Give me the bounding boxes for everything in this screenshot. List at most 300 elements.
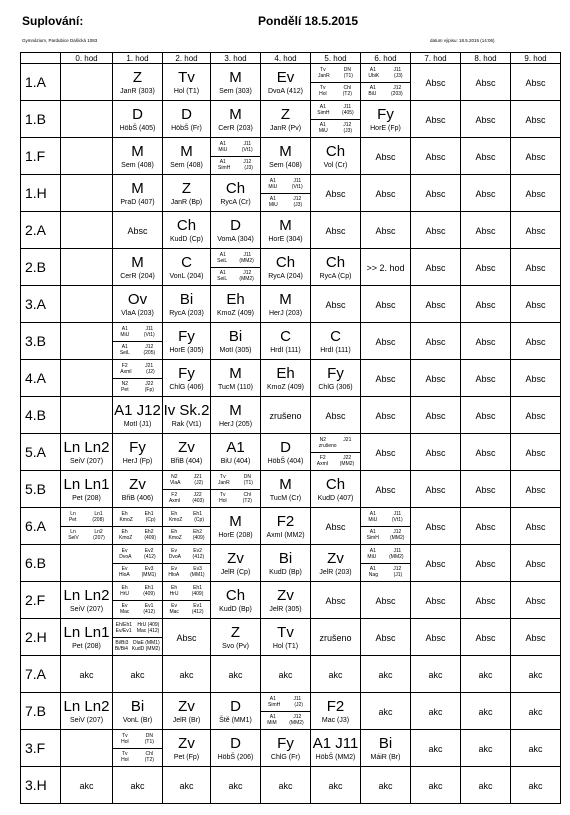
split-cell (311, 64, 360, 100)
sub-lesson-text: Eh2 (193, 529, 202, 536)
schedule-cell (211, 64, 261, 101)
sub-lesson-line (211, 147, 260, 153)
sub-lesson-text: A1 (269, 695, 276, 702)
sub-lesson-line (211, 498, 260, 504)
sub-lesson-text: SeiL (119, 350, 130, 357)
sub-lesson-line (311, 110, 360, 116)
table-row (21, 323, 561, 360)
schedule-cell (261, 508, 311, 545)
sub-lesson-text: A1 (121, 344, 128, 351)
schedule-cell (61, 619, 113, 656)
schedule-cell (411, 138, 461, 175)
class-label: 1.B (21, 101, 61, 138)
sub-lesson-text: Ev (121, 603, 128, 610)
sub-lesson (361, 545, 410, 564)
cell-status: akc (278, 781, 293, 791)
schedule-cell (461, 656, 511, 693)
schedule-cell (211, 471, 261, 508)
sub-lesson (113, 379, 162, 397)
sub-lesson-text: KmoZ (168, 516, 183, 523)
schedule-cell (211, 582, 261, 619)
sub-lesson-text: Tv (219, 492, 226, 499)
sub-lesson-text: Ev2 (193, 547, 202, 554)
sub-lesson (113, 342, 162, 360)
schedule-cell (411, 175, 461, 212)
sub-lesson-text: F2 (121, 362, 128, 369)
class-label: 2.F (21, 582, 61, 619)
schedule-cell (61, 545, 113, 582)
schedule-cell (113, 434, 163, 471)
schedule-cell (361, 138, 411, 175)
cell-status: Absc (425, 559, 446, 569)
schedule-cell (261, 64, 311, 101)
cell-status: Absc (525, 559, 546, 569)
sub-lesson-text: J12 (393, 85, 402, 92)
sub-lesson-text: J11 (243, 140, 252, 147)
cell-status: Absc (525, 411, 546, 421)
sub-lesson-text: Bi/Bi4 (114, 646, 128, 653)
schedule-cell (461, 471, 511, 508)
table-row (21, 730, 561, 767)
sub-lesson-text: Hol (121, 757, 129, 764)
split-cell (211, 249, 260, 285)
sub-lesson-text: KudD (MM2) (131, 646, 161, 653)
schedule-cell (211, 508, 261, 545)
cell-status: Absc (425, 522, 446, 532)
schedule-cell (113, 508, 163, 545)
schedule-cell (211, 286, 261, 323)
subject-code: Ch (325, 142, 346, 160)
sub-lesson-text: Eh (170, 529, 178, 536)
column-header: 5. hod (311, 53, 361, 64)
schedule-cell (61, 286, 113, 323)
teacher-room: KudD (Bp) (269, 568, 302, 576)
subject-code: M (279, 290, 292, 308)
sub-lesson (113, 323, 162, 342)
schedule-cell (113, 397, 163, 434)
cell-status: Absc (425, 633, 446, 643)
table-row (21, 101, 561, 138)
sub-lesson-text: J21 (343, 436, 352, 443)
schedule-cell (113, 175, 163, 212)
teacher-room: ChlG (306) (318, 383, 353, 391)
sub-lesson-text: DlaE (MM1) (133, 640, 160, 647)
sub-lesson-text: J12 (243, 270, 252, 277)
schedule-cell (211, 138, 261, 175)
subject-code: Iv Sk.2 (163, 401, 210, 419)
schedule-cell (261, 360, 311, 397)
sub-lesson-text: (405) (342, 109, 354, 116)
sub-lesson-text: N2 (319, 436, 327, 443)
class-label: 7.A (21, 656, 61, 693)
table-row (21, 434, 561, 471)
sub-lesson (211, 490, 260, 508)
schedule-cell (511, 249, 561, 286)
cell-status: akc (428, 707, 443, 717)
teacher-room: Pet (Fp) (173, 753, 200, 761)
sub-lesson-text: MiU (367, 553, 377, 560)
sub-lesson-text: Ev3 (144, 566, 154, 573)
sub-lesson-text: (203) (391, 91, 403, 98)
sub-lesson-text: (MM1) (141, 572, 157, 579)
sub-lesson-text: J11 (293, 177, 302, 184)
schedule-cell (113, 656, 163, 693)
sub-lesson-text: DN (243, 473, 251, 480)
subject-code: Ln Ln2 (63, 586, 110, 604)
subject-code: Fy (178, 327, 195, 345)
cell-status: Absc (525, 522, 546, 532)
sub-lesson (113, 545, 162, 564)
schedule-cell (461, 545, 511, 582)
sub-lesson-text: J11 (243, 251, 252, 258)
table-row (21, 138, 561, 175)
sub-lesson-text: (J1) (393, 572, 403, 579)
split-cell (261, 175, 310, 211)
teacher-room: TucM (Cr) (269, 494, 302, 502)
schedule-cell (511, 471, 561, 508)
sub-lesson-text: Ev (121, 547, 128, 554)
sub-lesson (163, 601, 210, 619)
schedule-cell (511, 101, 561, 138)
sub-lesson-text: (412) (143, 609, 156, 616)
cell-status: Absc (525, 300, 546, 310)
sub-lesson-text: Nag (368, 572, 378, 579)
schedule-cell (61, 397, 113, 434)
schedule-cell (511, 693, 561, 730)
split-cell (361, 545, 410, 581)
sub-lesson-text: Eh/Eh1 (115, 621, 133, 628)
cell-status: Absc (375, 226, 396, 236)
schedule-cell (461, 693, 511, 730)
subject-code: M (229, 512, 242, 530)
sub-lesson-line (211, 258, 260, 264)
schedule-cell (261, 397, 311, 434)
schedule-cell (211, 175, 261, 212)
sub-lesson-text: J21 (193, 473, 202, 480)
sub-lesson-line (311, 73, 360, 79)
sub-lesson-text: A1 (369, 85, 376, 92)
sub-lesson (311, 101, 360, 120)
sub-lesson-text: (409) (192, 535, 205, 542)
sub-lesson-text: Mac (169, 609, 179, 616)
sub-lesson-text: (Vt1) (241, 146, 253, 153)
sub-lesson-text: JanR (218, 479, 230, 486)
sub-lesson-text: A1 (369, 547, 376, 554)
sub-lesson-text: A1 (319, 103, 326, 110)
cell-status: Absc (525, 337, 546, 347)
sub-lesson-text: A1 (269, 196, 276, 203)
cell-status: Absc (325, 522, 346, 532)
subject-code: M (131, 179, 144, 197)
schedule-cell (461, 138, 511, 175)
schedule-cell (261, 619, 311, 656)
column-header: 2. hod (163, 53, 211, 64)
schedule-cell (411, 656, 461, 693)
subject-code: D (132, 105, 143, 123)
schedule-cell (163, 249, 211, 286)
sub-lesson-text: Ev (171, 603, 177, 610)
sub-lesson-text: Eh (170, 584, 178, 591)
schedule-cell (511, 212, 561, 249)
schedule-cell (461, 730, 511, 767)
schedule-cell (261, 323, 311, 360)
sub-lesson-text: HloA (118, 572, 130, 579)
split-cell (361, 508, 410, 544)
schedule-cell (461, 64, 511, 101)
sub-lesson-text: A1 (269, 177, 276, 184)
sub-lesson-text: Tv (122, 732, 128, 739)
schedule-cell (211, 212, 261, 249)
sub-lesson-line (211, 480, 260, 486)
schedule-cell (511, 286, 561, 323)
subject-code: C (181, 253, 192, 271)
sub-lesson-text: (J3) (293, 202, 303, 209)
teacher-room: JelR (305) (269, 605, 302, 613)
class-label: 1.A (21, 64, 61, 101)
sub-lesson (311, 83, 360, 101)
substitution-table (20, 52, 561, 804)
schedule-cell (113, 249, 163, 286)
sub-lesson-text: MiU (368, 516, 378, 523)
subject-code: Eh (276, 364, 295, 382)
sub-lesson-text: Bi/Bi3 (115, 640, 129, 647)
class-label: 3.B (21, 323, 61, 360)
teacher-room: VonL (Br) (122, 716, 153, 724)
sub-lesson-text: A1 (219, 251, 226, 258)
schedule-cell (211, 619, 261, 656)
subject-code: A1 J11 (312, 734, 359, 752)
cell-status: Absc (475, 226, 496, 236)
schedule-cell (113, 767, 163, 804)
teacher-room: HöbŠ (405) (119, 124, 156, 132)
schedule-cell (361, 656, 411, 693)
sub-lesson-line (113, 387, 162, 393)
class-label: 1.H (21, 175, 61, 212)
sub-lesson (113, 601, 162, 619)
teacher-room: HorE (305) (169, 346, 204, 354)
schedule-cell (361, 767, 411, 804)
sub-lesson-line (163, 591, 210, 597)
cell-status: akc (378, 781, 393, 791)
sub-lesson-text: N2 (171, 473, 178, 480)
table-row (21, 397, 561, 434)
sub-lesson-text: DN (343, 66, 351, 73)
sub-lesson (311, 434, 360, 453)
sub-lesson-text: (T2) (342, 91, 352, 98)
sub-lesson-text: Ev3 (193, 566, 202, 573)
teacher-room: DvoA (412) (267, 87, 304, 95)
schedule-cell (411, 619, 461, 656)
sub-lesson-line (61, 517, 112, 523)
cell-status: akc (130, 781, 145, 791)
schedule-cell (311, 138, 361, 175)
subject-code: Tv (277, 623, 294, 641)
cell-status: Absc (425, 374, 446, 384)
sub-lesson-text: (T1) (144, 738, 154, 745)
subject-code: Bi (179, 290, 194, 308)
cell-status: Absc (375, 596, 396, 606)
sub-lesson-line (361, 91, 410, 97)
schedule-cell (311, 249, 361, 286)
class-label: 2.A (21, 212, 61, 249)
schedule-cell (311, 212, 361, 249)
sub-lesson-line (163, 609, 210, 615)
sub-lesson-text: Ev (171, 547, 177, 554)
cell-status: Absc (475, 522, 496, 532)
schedule-cell (511, 619, 561, 656)
schedule-cell (511, 730, 561, 767)
schedule-cell (361, 508, 411, 545)
cell-status: Absc (425, 78, 446, 88)
cell-status: Absc (176, 633, 197, 643)
teacher-room: HöbŠ (206) (217, 753, 254, 761)
sub-lesson-text: SimH (218, 165, 231, 172)
schedule-cell (511, 434, 561, 471)
sub-lesson-text: (Vt1) (391, 516, 403, 523)
teacher-room: VonL (204) (169, 272, 204, 280)
schedule-cell (411, 101, 461, 138)
sub-lesson-line (261, 720, 310, 726)
subject-code: Ch (225, 179, 246, 197)
teacher-room: Sem (408) (269, 161, 302, 169)
schedule-cell (61, 730, 113, 767)
teacher-room: Sem (408) (121, 161, 154, 169)
sub-lesson (113, 564, 162, 582)
subject-code: Bi (278, 549, 293, 567)
cell-status: Absc (525, 226, 546, 236)
sub-lesson-line (163, 535, 210, 541)
sub-lesson-text: Eh1 (193, 584, 202, 591)
schedule-cell (361, 101, 411, 138)
schedule-cell (361, 212, 411, 249)
sub-lesson-text: SeiV (68, 535, 79, 542)
cell-status: Absc (325, 300, 346, 310)
sub-lesson (211, 249, 260, 268)
sub-lesson-text: (J3) (244, 165, 253, 172)
schedule-cell (61, 471, 113, 508)
schedule-cell (461, 249, 511, 286)
sub-lesson-text: Ev/Ev1 (115, 627, 132, 634)
table-row (21, 471, 561, 508)
cell-status: akc (528, 781, 543, 791)
sub-lesson (311, 453, 360, 471)
sub-lesson-line (361, 554, 410, 560)
schedule-cell (411, 582, 461, 619)
sub-lesson-text: J22 (193, 492, 202, 499)
sub-lesson-line (113, 535, 162, 541)
teacher-room: HöbŠ (404) (267, 457, 304, 465)
cell-status: Absc (525, 263, 546, 273)
subject-code: Z (181, 179, 192, 197)
sub-lesson-text: SimH (268, 701, 281, 708)
cell-status: Absc (475, 596, 496, 606)
sub-lesson-text: (Cp) (145, 516, 156, 523)
schedule-cell (461, 434, 511, 471)
schedule-cell (113, 619, 163, 656)
schedule-cell (261, 582, 311, 619)
schedule-cell (311, 323, 361, 360)
column-header: 3. hod (211, 53, 261, 64)
sub-lesson (113, 582, 162, 601)
schedule-cell (61, 582, 113, 619)
subject-code: M (229, 68, 242, 86)
subject-code: M (229, 401, 242, 419)
sub-lesson-line (361, 517, 410, 523)
schedule-cell (311, 693, 361, 730)
schedule-cell (461, 767, 511, 804)
sub-lesson-text: SeiL (217, 276, 228, 283)
sub-lesson-text: Ln1 (94, 510, 103, 517)
schedule-cell (211, 397, 261, 434)
subject-code: Z (280, 105, 291, 123)
subject-code: M (279, 142, 292, 160)
cell-status: Absc (475, 115, 496, 125)
table-row (21, 693, 561, 730)
teacher-room: HrdI (111) (320, 346, 351, 354)
teacher-room: JelR (203) (319, 568, 352, 576)
schedule-cell (311, 64, 361, 101)
teacher-room: CerR (204) (120, 272, 155, 280)
split-cell (163, 508, 210, 544)
cell-status: Absc (475, 300, 496, 310)
sub-lesson-text: (409) (144, 535, 156, 542)
subject-code: D (230, 216, 241, 234)
sub-lesson-line (113, 554, 162, 560)
teacher-room: Vol (Cr) (323, 161, 348, 169)
split-cell (311, 101, 360, 137)
sub-lesson-text: Mac (119, 609, 130, 616)
cell-status: Absc (425, 115, 446, 125)
sub-lesson (211, 471, 260, 490)
schedule-cell (511, 767, 561, 804)
schedule-cell (311, 397, 361, 434)
schedule-cell (411, 508, 461, 545)
schedule-cell (261, 249, 311, 286)
table-row (21, 619, 561, 656)
subject-code: Ch (225, 586, 246, 604)
teacher-room: BřiB (404) (170, 457, 203, 465)
schedule-cell (361, 175, 411, 212)
sub-lesson-text: Chl (343, 85, 351, 92)
cell-status: Absc (325, 189, 346, 199)
sub-lesson-text: Eh1 (193, 510, 202, 517)
subject-code: A1 (226, 438, 245, 456)
split-cell (113, 730, 162, 766)
split-cell (113, 508, 162, 544)
sub-lesson-text: (J2) (294, 701, 303, 708)
subject-code: Ln Ln1 (63, 475, 110, 493)
schedule-cell (163, 582, 211, 619)
sub-lesson-text: KmoZ (119, 516, 133, 523)
sub-lesson-text: Ev2 (144, 547, 154, 554)
sub-lesson-text: (Vt1) (291, 183, 303, 190)
schedule-cell (163, 545, 211, 582)
schedule-cell (113, 212, 163, 249)
sub-lesson-line (113, 646, 162, 652)
sub-lesson-line (163, 498, 210, 504)
teacher-room: HrdI (111) (270, 346, 301, 354)
subject-code: D (280, 438, 291, 456)
schedule-cell (261, 286, 311, 323)
teacher-room: JelR (Cp) (220, 568, 251, 576)
sub-lesson-text: (T1) (343, 72, 353, 79)
sub-lesson-text: (412) (144, 553, 156, 560)
sub-lesson-text: J21 (145, 362, 154, 369)
schedule-cell (113, 138, 163, 175)
cell-status: Absc (475, 448, 496, 458)
schedule-cell (163, 212, 211, 249)
schedule-cell (361, 434, 411, 471)
